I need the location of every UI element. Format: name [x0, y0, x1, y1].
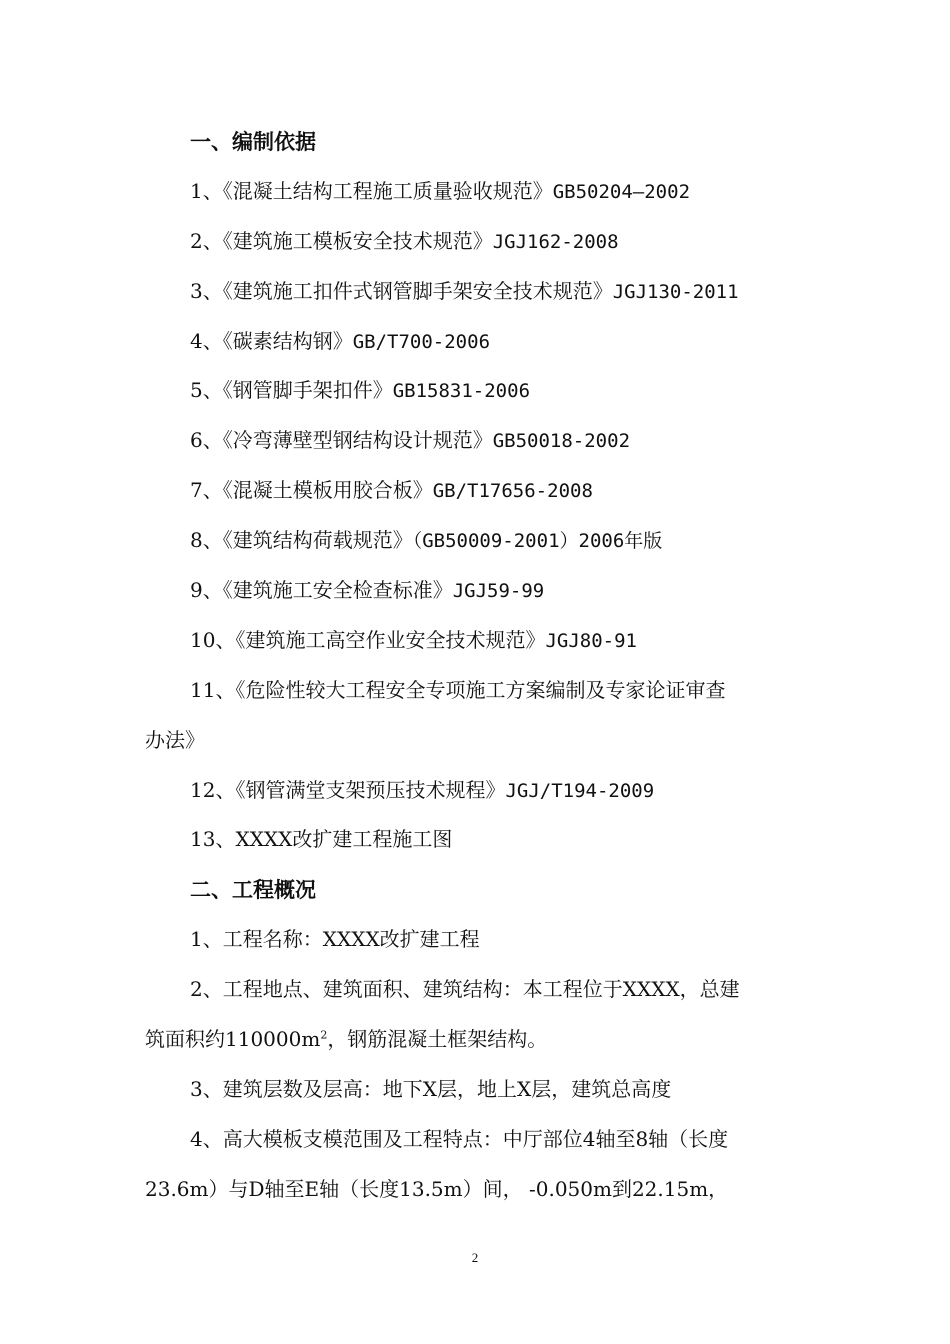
paragraph-continuation: 筑面积约$110000m^2$，钢筋混凝土框架结构。 [145, 1027, 548, 1051]
list-item: 3、《建筑施工扣件式钢管脚手架安全技术规范》JGJ130-2011 [190, 279, 739, 303]
list-item: 2、《建筑施工模板安全技术规范》JGJ162-2008 [190, 229, 619, 253]
list-item: 13、XXXX改扩建工程施工图 [190, 827, 453, 851]
list-item: 8、《建筑结构荷载规范》（GB50009-2001）2006年版 [190, 528, 663, 552]
section-heading-basis: 一、编制依据 [190, 129, 316, 154]
paragraph-continuation: 23.6m）与D轴至E轴（长度13.5m）间， -0.050m到22.15m， [145, 1177, 729, 1201]
section-heading-overview: 二、工程概况 [190, 877, 316, 902]
list-item-continuation: 办法》 [145, 728, 205, 752]
list-item: 10、《建筑施工高空作业安全技术规范》JGJ80-91 [190, 628, 637, 652]
list-item: 12、《钢管满堂支架预压技术规程》JGJ/T194-2009 [190, 778, 655, 802]
paragraph: 4、高大模板支模范围及工程特点：中厅部位4轴至8轴（长度 [190, 1127, 729, 1151]
list-item: 7、《混凝土模板用胶合板》GB/T17656-2008 [190, 478, 593, 502]
paragraph: 2、工程地点、建筑面积、建筑结构：本工程位于XXXX，总建 [190, 977, 740, 1001]
list-item: 6、《冷弯薄壁型钢结构设计规范》GB50018-2002 [190, 428, 631, 452]
list-item: 1、《混凝土结构工程施工质量验收规范》GB50204—2002 [190, 179, 691, 203]
paragraph: 3、建筑层数及层高：地下X层，地上X层，建筑总高度 [190, 1077, 672, 1101]
list-item: 4、《碳素结构钢》GB/T700-2006 [190, 329, 491, 353]
paragraph: 1、工程名称：XXXX改扩建工程 [190, 927, 480, 951]
list-item: 11、《危险性较大工程安全专项施工方案编制及专家论证审查 [190, 678, 726, 702]
page-number: 2 [471, 1250, 479, 1265]
list-item: 5、《钢管脚手架扣件》GB15831-2006 [190, 378, 531, 402]
list-item: 9、《建筑施工安全检查标准》JGJ59-99 [190, 578, 545, 602]
